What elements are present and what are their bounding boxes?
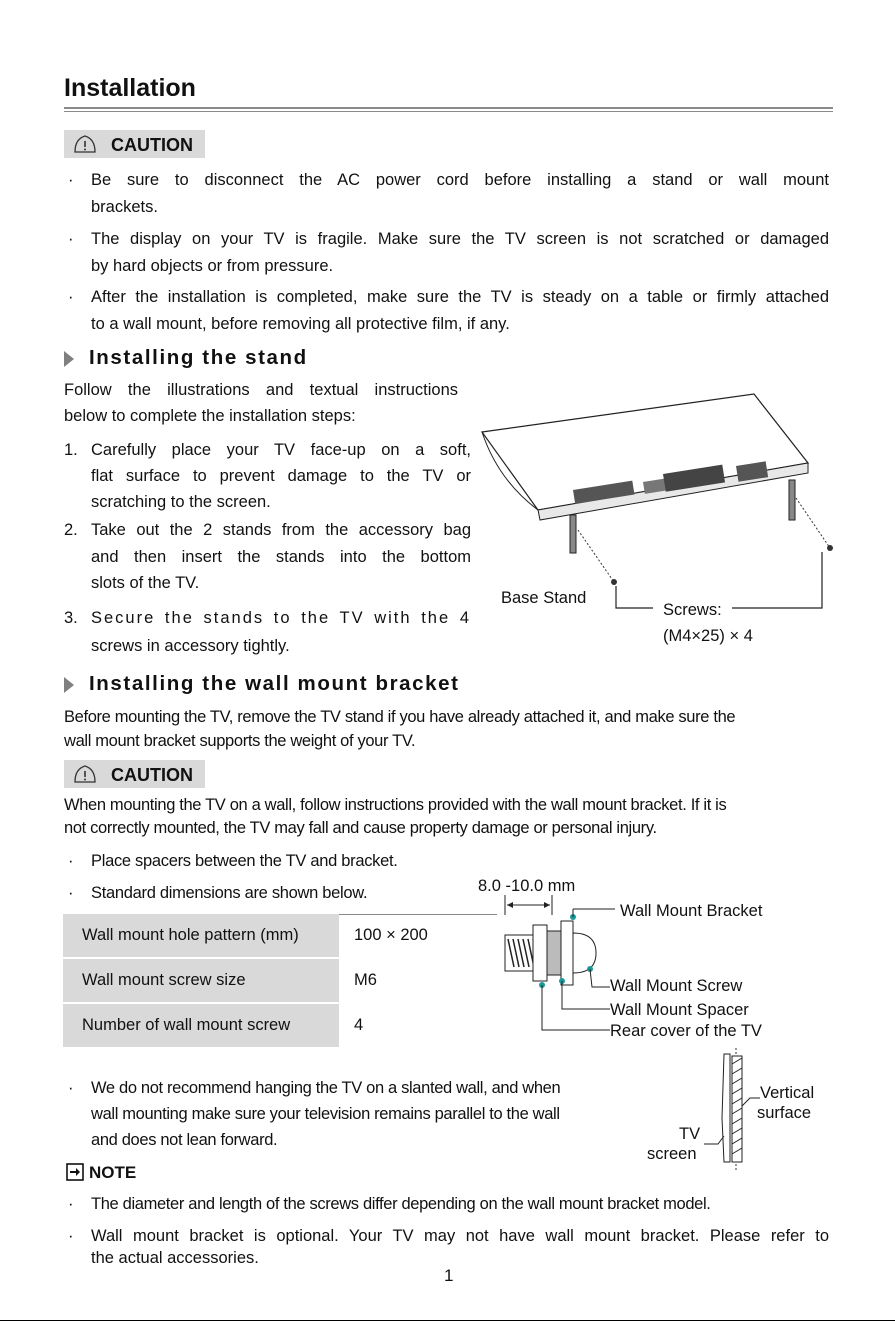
stand-intro-1: Follow the illustrations and textual instructions <box>64 381 458 399</box>
slant-line-3: and does not lean forward. <box>91 1131 278 1149</box>
page-title: Installation <box>64 74 196 102</box>
caution-bullet-2b: by hard objects or from pressure. <box>91 257 334 275</box>
section-arrow-icon <box>64 677 74 693</box>
step-1-num: 1. <box>64 441 78 459</box>
step-2-line-1: Take out the 2 stands from the accessory bag <box>91 521 471 539</box>
tv-stand-illustration <box>478 390 840 615</box>
bullet-dot: · <box>68 171 74 189</box>
table-top-rule <box>339 914 497 915</box>
note-bullet-2: Wall mount bracket is optional. Your TV may not have wall mount bracket. Please refer to <box>91 1227 829 1245</box>
spec-value: M6 <box>339 958 497 1003</box>
wall-intro-1: Before mounting the TV, remove the TV stand if you have already attached it, and make sure the <box>64 708 736 726</box>
label-wall-mount-spacer: Wall Mount Spacer <box>610 1001 749 1019</box>
slant-line-2: wall mounting make sure your television remains parallel to the wall <box>91 1105 560 1123</box>
slant-line-1: We do not recommend hanging the TV on a slanted wall, and when <box>91 1079 561 1097</box>
table-row <box>63 914 497 958</box>
vertical-surface-diagram <box>700 1048 760 1170</box>
spec-key: Number of wall mount screw <box>63 1003 339 1048</box>
label-rear-cover: Rear cover of the TV <box>610 1022 762 1040</box>
bullet-dot: · <box>68 884 74 902</box>
section-arrow-icon <box>64 351 74 367</box>
step-3-num: 3. <box>64 609 78 627</box>
label-vertical: Vertical <box>760 1084 815 1102</box>
wall-intro-2: wall mount bracket supports the weight of your TV. <box>64 732 416 750</box>
wall-bullet-1: Place spacers between the TV and bracket. <box>91 852 398 870</box>
page-number: 1 <box>444 1266 454 1285</box>
step-2-line-3: slots of the TV. <box>91 574 200 592</box>
bullet-dot: · <box>68 1227 74 1245</box>
spec-table <box>63 914 497 1049</box>
label-screen: screen <box>647 1145 697 1163</box>
caution-label-2: CAUTION <box>111 765 193 785</box>
label-tv: TV <box>679 1125 701 1143</box>
caution-bullet-3b: to a wall mount, before removing all protective film, if any. <box>91 315 510 333</box>
caution-bullet-1b: brackets. <box>91 198 158 216</box>
label-wall-mount-screw: Wall Mount Screw <box>610 977 743 995</box>
stand-intro-2: below to complete the installation steps: <box>64 407 356 425</box>
step-1-line-1: Carefully place your TV face-up on a soft, <box>91 441 471 459</box>
bullet-dot: · <box>68 1195 74 1213</box>
step-1-line-2: flat surface to prevent damage to the TV or <box>91 467 471 485</box>
note-bullet-1: The diameter and length of the screws differ depending on the wall mount bracket model. <box>91 1195 711 1213</box>
caution-bullet-3: After the installation is completed, make sure the TV is steady on a table or firmly attached <box>91 288 829 306</box>
caution-bullet-2: The display on your TV is fragile. Make sure the TV screen is not scratched or damaged <box>91 230 829 248</box>
label-surface: surface <box>757 1104 812 1122</box>
table-row <box>63 958 497 1003</box>
step-1-line-3: scratching to the screen. <box>91 493 271 511</box>
label-wall-mount-bracket: Wall Mount Bracket <box>620 902 763 920</box>
bullet-dot: · <box>68 288 74 306</box>
wall-bullet-2: Standard dimensions are shown below. <box>91 884 368 902</box>
caution-badge <box>64 130 205 158</box>
label-screws: Screws: <box>663 601 722 619</box>
wall-caution-2: not correctly mounted, the TV may fall and cause property damage or personal injury. <box>64 819 657 837</box>
step-3-line-2: screws in accessory tightly. <box>91 637 290 655</box>
wall-caution-1: When mounting the TV on a wall, follow instructions provided with the wall mount bracket. If it is <box>64 796 727 814</box>
label-screws-spec: (M4×25) × 4 <box>663 627 753 645</box>
caution-label: CAUTION <box>111 135 193 155</box>
note-bullet-2b: the actual accessories. <box>91 1249 259 1267</box>
note-label: NOTE <box>89 1163 137 1182</box>
table-row <box>63 1003 497 1048</box>
caution-icon <box>71 763 105 785</box>
caution-badge-2 <box>64 760 205 788</box>
spec-value: 4 <box>339 1003 497 1048</box>
bottom-rule <box>0 1320 895 1321</box>
title-rule-thin <box>64 111 833 112</box>
spec-key: Wall mount hole pattern (mm) <box>63 914 339 958</box>
bullet-dot: · <box>68 230 74 248</box>
wall-mount-diagram <box>500 895 615 1045</box>
note-icon <box>66 1163 84 1181</box>
caution-bullet-1: Be sure to disconnect the AC power cord before installing a stand or wall mount <box>91 171 829 189</box>
label-base-stand: Base Stand <box>501 589 587 607</box>
step-2-num: 2. <box>64 521 78 539</box>
spec-key: Wall mount screw size <box>63 958 339 1003</box>
label-dimension: 8.0 -10.0 mm <box>478 877 576 895</box>
spec-value: 100 × 200 <box>339 914 497 958</box>
stand-heading: Installing the stand <box>89 346 308 369</box>
step-2-line-2: and then insert the stands into the bottom <box>91 548 471 566</box>
step-3-line-1: Secure the stands to the TV with the 4 <box>91 609 471 627</box>
bullet-dot: · <box>68 852 74 870</box>
wall-heading: Installing the wall mount bracket <box>89 672 460 695</box>
bullet-dot: · <box>68 1079 74 1097</box>
caution-icon <box>71 133 105 155</box>
title-rule <box>64 107 833 109</box>
